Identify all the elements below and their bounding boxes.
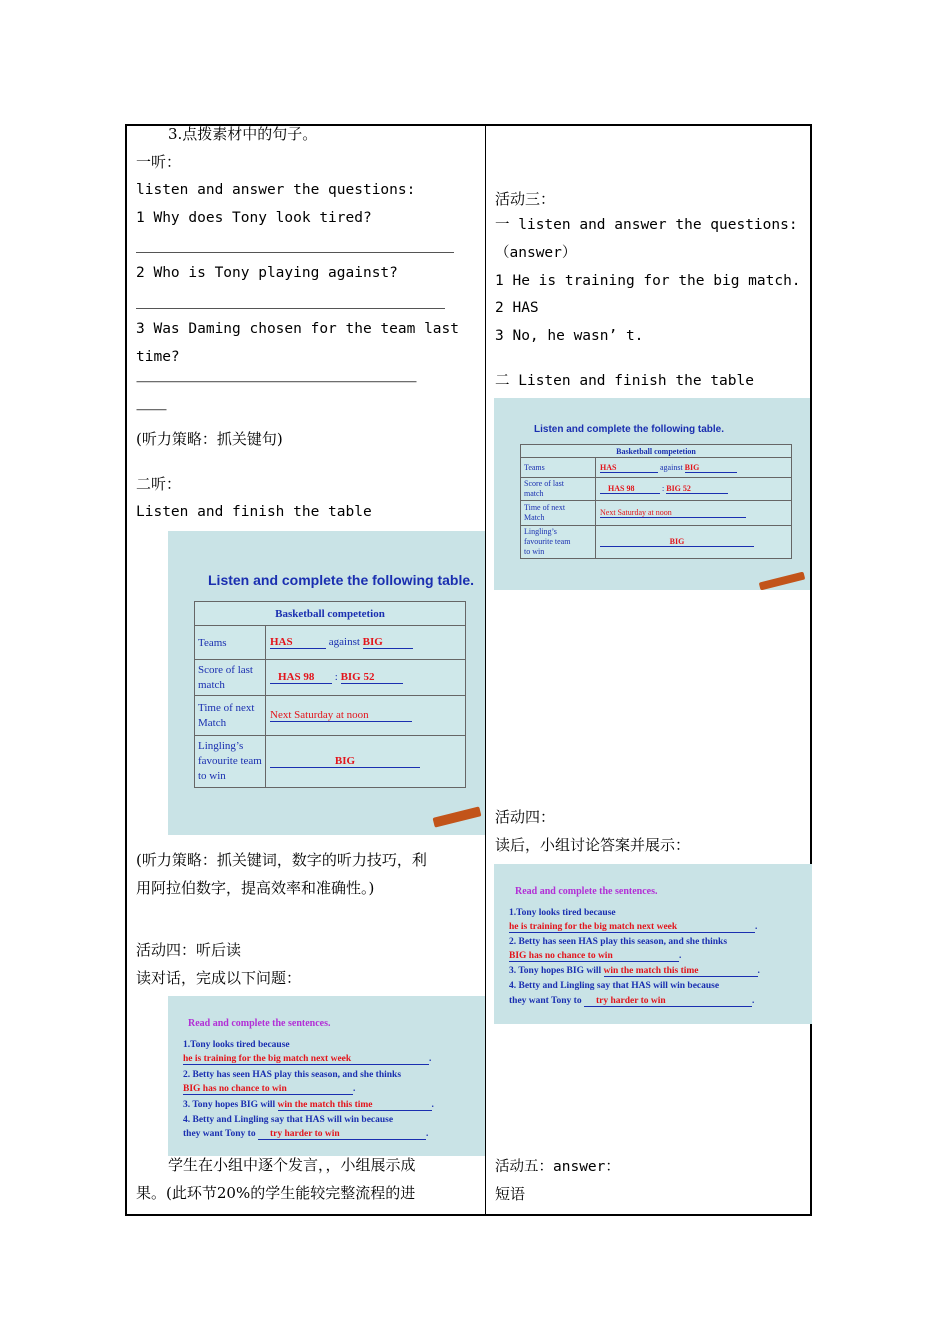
row-label: Score of last — [524, 479, 564, 488]
answer: Next Saturday at noon — [600, 508, 746, 518]
answer: HAS — [600, 463, 658, 473]
answer-line-2 — [136, 308, 445, 309]
table-instr: 二 Listen and finish the table — [495, 373, 754, 389]
answer: BIG — [363, 636, 413, 649]
answer: BIG — [600, 537, 754, 547]
row-label: Time of next — [524, 503, 566, 512]
sentence-4: 4. Betty and Lingling say that HAS will win because — [183, 1115, 394, 1125]
activity-4-right-instr: 读后，小组讨论答案并展示： — [495, 836, 691, 854]
activity-4-left: 活动四：听后读 — [136, 941, 242, 959]
slide-title: Read and complete the sentences. — [515, 886, 658, 897]
question-3: 3 Was Daming chosen for the team last — [136, 321, 460, 337]
question-2: 2 Who is Tony playing against? — [136, 265, 398, 281]
row-label: Time of next — [198, 701, 255, 714]
step3: 3.点拨素材中的句子。 — [168, 125, 318, 143]
answer: win the match this time — [278, 1100, 432, 1111]
competition-table — [194, 601, 466, 788]
answer: he is training for the big match next week — [509, 922, 755, 933]
answer: BIG has no chance to win — [183, 1084, 353, 1095]
question-1: 1 Why does Tony look tired? — [136, 210, 372, 226]
phrases-label: 短语 — [495, 1185, 526, 1203]
slide-title: Listen and complete the following table. — [208, 572, 475, 588]
answer-line-1 — [136, 252, 454, 253]
slide-title: Listen and complete the following table. — [534, 424, 725, 435]
answer: BIG 52 — [341, 671, 403, 684]
listen1: 一听： — [136, 153, 182, 171]
slide-title: Read and complete the sentences. — [188, 1018, 331, 1029]
row-label: favourite team — [524, 537, 571, 546]
instr2: Listen and finish the table — [136, 504, 372, 520]
answer-instr: 一 listen and answer the questions: — [495, 217, 798, 233]
answer: BIG — [270, 755, 420, 768]
sentence-4: 4. Betty and Lingling say that HAS will win because — [509, 981, 720, 991]
row-label: Teams — [521, 458, 596, 478]
activity-4-right: 活动四： — [495, 808, 556, 826]
row-label: to win — [524, 547, 545, 556]
answer: HAS 98 — [270, 671, 332, 684]
table-slide-large — [168, 531, 485, 835]
answer: BIG has no chance to win — [509, 951, 679, 962]
answer: BIG 52 — [666, 484, 728, 494]
answer: he is training for the big match next week — [183, 1054, 429, 1065]
activity-3: 活动三： — [495, 190, 556, 208]
sentence-slide-large: Read and complete the sentences. 1.Tony looks tired because he is training for the big match next week . 2. Betty has seen HAS play this season, and she thinks BIG has no chance to win . 3. Tony hopes BIG will win the match this time . 4. Betty and Lingling say that HAS will win because they want Tony to try harder to win . — [168, 996, 485, 1156]
answer: try harder to win — [584, 996, 752, 1007]
answer-3: 3 No, he wasn’ t. — [495, 328, 644, 344]
table-slide-small — [494, 398, 810, 590]
table-caption: Basketball competetion — [521, 445, 792, 458]
row-label: Teams — [195, 626, 266, 660]
row-label: Score of last — [198, 663, 253, 676]
strategy-2-cont: 用阿拉伯数字，提高效率和准确性。) — [136, 879, 375, 897]
sentence-4-cont: they want Tony to — [183, 1129, 256, 1139]
answer: try harder to win — [258, 1129, 426, 1140]
listen2: 二听： — [136, 475, 182, 493]
row-label: match — [198, 678, 225, 691]
instr1: listen and answer the questions: — [136, 182, 416, 198]
decoration-icon — [759, 572, 806, 590]
column-divider — [485, 124, 486, 1216]
sentence-1: 1.Tony looks tired because — [509, 908, 616, 918]
sentence-4-cont: they want Tony to — [509, 996, 582, 1006]
answer-line-3: ———————————————————————————— — [136, 375, 416, 388]
row-label: Lingling’s — [524, 527, 557, 536]
label: : — [334, 671, 338, 683]
row-label: favourite team — [198, 755, 262, 767]
answer-1: 1 He is training for the big match. — [495, 273, 801, 289]
activity-4-instr: 读对话，完成以下问题： — [136, 969, 302, 987]
bottom-text-1: 学生在小组中逐个发言，，小组展示成 — [168, 1156, 416, 1174]
answer: Next Saturday at noon — [270, 709, 412, 722]
row-label: match — [524, 489, 544, 498]
answer: HAS — [270, 636, 326, 649]
label: against — [660, 462, 683, 472]
sentence-1: 1.Tony looks tired because — [183, 1040, 290, 1050]
row-label: Lingling’s — [198, 740, 244, 752]
row-label: to win — [198, 770, 226, 782]
table-caption: Basketball competetion — [195, 602, 466, 626]
label: against — [328, 636, 360, 648]
row-label: Match — [198, 716, 227, 729]
strategy-1: (听力策略：抓关键句) — [136, 430, 283, 448]
sentence-2: 2. Betty has seen HAS play this season, and she thinks — [509, 937, 728, 947]
answer-2: 2 HAS — [495, 300, 539, 316]
sentence-slide-small: Read and complete the sentences. 1.Tony looks tired because he is training for the big match next week . 2. Betty has seen HAS play this season, and she thinks BIG has no chance to win . 3. Tony hopes BIG will win the match this time . 4. Betty and Lingling say that HAS will win because they want Tony to try harder to win . — [494, 864, 812, 1024]
sentence-3: 3. Tony hopes BIG will — [183, 1100, 276, 1110]
decoration-icon — [433, 806, 482, 827]
competition-table-small — [520, 444, 792, 559]
question-3-cont: time? — [136, 349, 180, 365]
answer-line-3b: ——— — [136, 403, 166, 416]
answer-paren: （answer） — [495, 245, 577, 261]
answer: win the match this time — [604, 966, 758, 977]
bottom-text-2: 果。(此环节20%的学生能较完整流程的进 — [136, 1184, 416, 1202]
answer: BIG — [685, 463, 737, 473]
answer: HAS 98 — [600, 484, 660, 494]
sentence-3: 3. Tony hopes BIG will — [509, 966, 602, 976]
row-label: Match — [524, 513, 545, 522]
sentence-2: 2. Betty has seen HAS play this season, and she thinks — [183, 1070, 402, 1080]
strategy-2: (听力策略：抓关键词，数字的听力技巧，利 — [136, 851, 427, 869]
activity-5: 活动五：answer： — [495, 1159, 620, 1175]
label: : — [662, 484, 665, 493]
